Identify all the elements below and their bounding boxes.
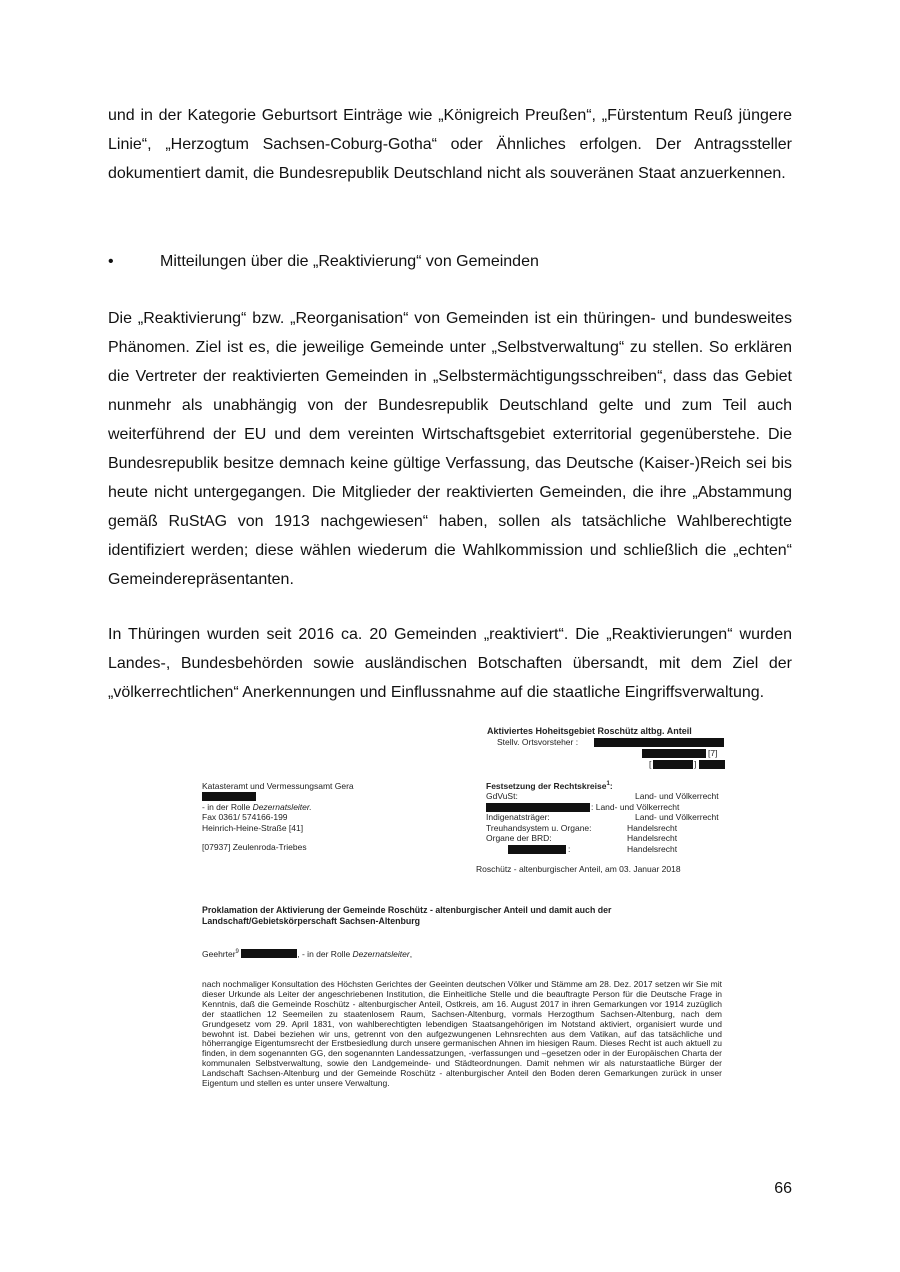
scanned-letter: Aktiviertes Hoheitsgebiet Roschütz altbg. Anteil Stellv. Ortsvorsteher : [7] [ ] Katasteramt und Vermessungsamt Gera - in der Rolle Dezernatsleiter. Fax 0361/ 574166-199 Heinrich-Heine-Straße [41] [07937] Zeulenroda-Triebes Festsetzung der Rechtskreise$^1$: GdVuSt: Land- und Völkerrecht : Land- und Völkerrecht Indigenatsträger: Land- und Völkerrecht Treuhandsystem u. Organe: Handelsrecht Organe der BRD: Handelsrecht : Handelsrecht Roschütz - altenburgischer Anteil, am 03. Januar 2018 Proklamation der Aktivierung der Gemeinde Roschütz - altenburgischer Anteil und damit auch der Landschaft/Gebietskörperschaft Sachsen-Altenburg Geehrter$^9$ , - in der Rolle Dezernatsleiter, nach nochmaliger Konsultation des Höchsten Gerichtes der Geeinten deutschen Völker und Stämme am 28. Dez. 2017 setzen wir Sie mit dieser Urkunde als Leiter der angeschriebenen Institution, die Einheitliche Stelle und die beauftragte Person für die Deutsche Frage in Kenntnis, daß die Gemeinde Roschütz - altenburgischer Anteil, Ostkreis, am 16. August 2017 in ihren Gemarkungen vor 1914 zuzüglich der staatlichen 12 Seemeilen zu staatenlosem Raum, Sachsen-Altenburg, vormals Herzogthum Sachsen-Altenburg, nach dem Grundgesetz vom 29. April 1831, von wahlberechtigten lebendigen Staatsangehörigen im Notstand aktiviert, organisiert wurde und bewohnt ist. Dabei beziehen wir uns, getrennt von den aufgezwungenen Lehnsrechten aus dem Vatikan, auf das tatsächliche und höherrangige Eigentumsrecht der Erstbesiedlung durch unsere germanischen Ahnen im hiesigen Raum. Dieses Recht ist auch aktuell zu finden, in dem sogenannten GG, den sogenannten Landessatzungen, -verfassungen und –gesetzen oder in der Europäischen Charta der kommunalen Selbstverwaltung, sowie den Landgemeinde- und Städteordnungen. Damit nehmen wir als naturstaatliche Bürger der Landschaft Sachsen-Altenburg und der Gemeinde Roschütz - altenburgischer Anteil den Boden deren Gemarkungen zurück in unser Eigentum und stellen es unter unsere Verwaltung. [180, 718, 740, 1138]
redaction-bar [653, 760, 693, 769]
bullet-text: Mitteilungen über die „Reaktivierung“ von Gemeinden [160, 253, 539, 270]
letter-body: nach nochmaliger Konsultation des Höchsten Gerichtes der Geeinten deutschen Völker und Stämme am 28. Dez. 2017 setzen wir Sie mit dieser Urkunde als Leiter der angeschriebenen Institution, die Einheitliche Stelle und die beauftragte Person für die Deutsche Frage in Kenntnis, daß die Gemeinde Roschütz - altenburgischer Anteil, Ostkreis, am 16. August 2017 in ihren Gemarkungen vor 1914 zuzüglich der staatlichen 12 Seemeilen zu staatenlosem Raum, Sachsen-Altenburg, vormals Herzogthum Sachsen-Altenburg, nach dem Grundgesetz vom 29. April 1831, von wahlberechtigten lebendigen Staatsangehörigen im Notstand aktiviert, organisiert wurde und bewohnt ist. Dabei beziehen wir uns, getrennt von den aufgezwungenen Lehnsrechten aus dem Vatikan, auf das tatsächliche und höherrangige Eigentumsrecht der Erstbesiedlung durch unsere germanischen Ahnen im hiesigen Raum. Dieses Recht ist auch aktuell zu finden, in dem sogenannten GG, den sogenannten Landessatzungen, -verfassungen und –gesetzen oder in der Europäischen Charta der kommunalen Selbstverwaltung, sowie den Landgemeinde- und Städteordnungen. Damit nehmen wir als naturstaatliche Bürger der Landschaft Sachsen-Altenburg und der Gemeinde Roschütz - altenburgischer Anteil den Boden deren Gemarkungen zurück in unser Eigentum und stellen es unter unsere Verwaltung. [202, 979, 722, 1089]
recipient-line-3: Fax 0361/ 574166-199 [202, 812, 288, 822]
scan-header-title: Aktiviertes Hoheitsgebiet Roschütz altbg. Anteil [487, 726, 692, 736]
paragraph-2: Die „Reaktivierung“ bzw. „Reorganisation“ von Gemeinden ist ein thüringen- und bundesweites Phänomen. Ziel ist es, die jeweilige Gemeinde unter „Selbstverwaltung“ zu stellen. So erklären die Vertreter der reaktivierten Gemeinden in „Selbstermächtigungsschreiben“, dass das Gebiet nunmehr als unabhängig von der Bundesrepublik Deutschland gelte und zum Teil auch weiterführend der EU und dem vereinten Wirtschaftsgebiet exterritorial gegenüberstehe. Die Bundesrepublik besitze demnach keine gültige Verfassung, das Deutsche (Kaiser-)Reich sei bis heute nicht untergegangen. Die Mitglieder der reaktivierten Gemeinden, die ihre „Abstammung gemäß RuStAG von 1913 nachgewiesen“ haben, sollen als tatsächliche Wahlberechtigte identifiziert werden; diese wählen wiederum die Wahlkommission und schließlich die „echten“ Gemeinderepräsentanten. [108, 310, 792, 588]
scan-header-bracket-close: ] [694, 759, 697, 769]
scan-place-date: Roschütz - altenburgischer Anteil, am 03. Januar 2018 [476, 864, 681, 874]
scan-header-bracket-open: [ [649, 759, 652, 769]
recipient-line-5: [07937] Zeulenroda-Triebes [202, 842, 307, 852]
scan-header-bracket: [7] [708, 748, 718, 758]
proclamation-title: Proklamation der Aktivierung der Gemeinde Roschütz - altenburgischer Anteil und damit auch der Landschaft/Gebietskörperschaft Sachsen-Altenburg [202, 905, 612, 926]
paragraph-1: und in der Kategorie Geburtsort Einträge wie „Königreich Preußen“, „Fürstentum Reuß jüngere Linie“, „Herzogtum Sachsen-Coburg-Gotha“ oder Ähnliches erfolgen. Der Antragssteller dokumentiert damit, die Bundesrepublik Deutschland nicht als souveränen Staat anzuerkennen. [108, 107, 792, 182]
bullet-symbol: • [108, 253, 114, 270]
redaction-bar [594, 738, 724, 747]
recipient-line-4: Heinrich-Heine-Straße [41] [202, 823, 304, 833]
redaction-bar [699, 760, 725, 769]
rechtskreise-title: Festsetzung der Rechtskreise$^1$: [486, 780, 613, 791]
salutation: Geehrter$^9$ , - in der Rolle Dezernatsleiter, [202, 948, 413, 959]
paragraph-3: In Thüringen wurden seit 2016 ca. 20 Gemeinden „reaktiviert“. Die „Reaktivierungen“ wurden Landes-, Bundesbehörden sowie ausländischen Botschaften übersandt, mit dem Ziel der „völkerrechtlichen“ Anerkennungen und Einflussnahme auf die staatliche Eingriffsverwaltung. [108, 626, 792, 701]
recipient-line-1: Katasteramt und Vermessungsamt Gera [202, 781, 354, 791]
redaction-bar [642, 749, 706, 758]
redaction-bar [202, 792, 256, 801]
recipient-line-2: - in der Rolle Dezernatsleiter. [202, 802, 312, 812]
page-number: 66 [774, 1180, 792, 1197]
bullet-item [108, 247, 792, 276]
scan-header-sub: Stellv. Ortsvorsteher : [497, 737, 579, 747]
